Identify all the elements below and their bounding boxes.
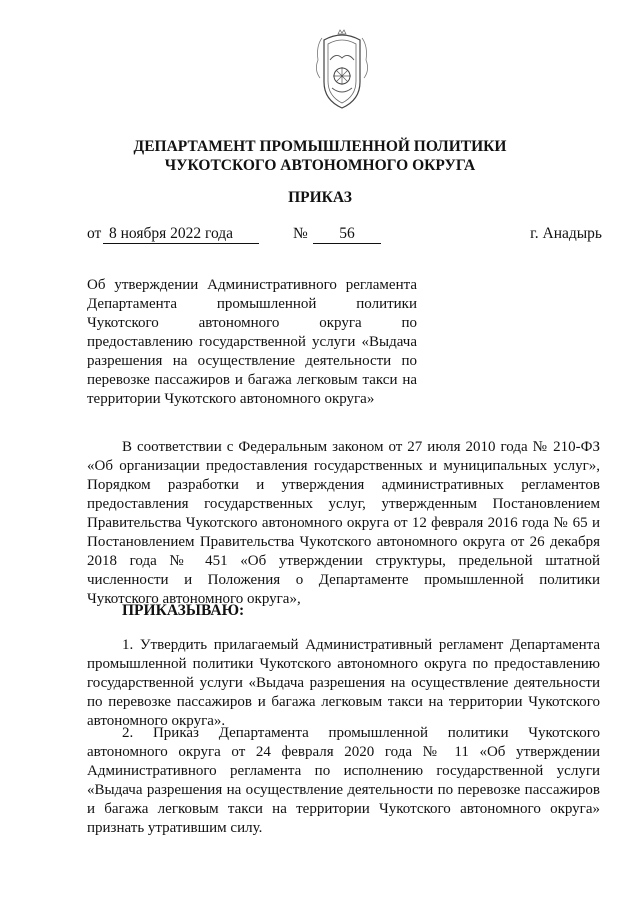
- coat-of-arms-icon: [302, 26, 382, 118]
- document-subject: Об утверждении Административного регламента Департамента промышленной политики Чукотского автономного округа по предоставлению государственной услуги «Выдача разрешения на осуществление деятельности по перевозке пассажиров и багажа легковым такси на территории Чукотского автономного округа»: [87, 277, 417, 407]
- coat-of-arms-emblem: [302, 26, 382, 118]
- order-item-1: 1. Утвердить прилагаемый Административный регламент Департамента промышленной политики Чукотского автономного округа по предоставлению государственной услуги «Выдача разрешения на осуществление деятельности по перевозке пассажиров и багажа легковым такси на территории Чукотского автономного округа».: [87, 637, 600, 729]
- date-prefix: от: [87, 225, 102, 242]
- document-meta: [87, 225, 602, 245]
- document-city: г. Анадырь: [530, 225, 602, 242]
- document-number: 56: [313, 225, 381, 244]
- order-item-2: 2. Приказ Департамента промышленной политики Чукотского автономного округа от 24 февраля 2020 года № 11 «Об утверждении Административного регламента по исполнению государственной услуги «Выдача разрешения на осуществление деятельности по перевозке пассажиров и багажа легковым такси на территории Чукотского автономного округа» признать утратившим силу.: [87, 725, 600, 836]
- preamble-paragraph: В соответствии с Федеральным законом от 27 июля 2010 года № 210-ФЗ «Об организации предоставления государственных и муниципальных услуг», Порядком разработки и утверждения административных регламентов предоставления государственных услуг, утвержденным Постановлением Правительства Чукотского автономного округа от 12 февраля 2016 года № 65 и Постановлением Правительства Чукотского автономного округа от 26 декабря 2018 года № 451 «Об утверждении структуры, предельной штатной численности и Положения о Департаменте промышленной политики Чукотского автономного округа»,: [87, 439, 600, 607]
- document-date: 8 ноября 2022 года: [103, 225, 259, 244]
- header-line-2: ЧУКОТСКОГО АВТОНОМНОГО ОКРУГА: [164, 157, 476, 174]
- document-title: ПРИКАЗ: [288, 189, 352, 206]
- decree-heading: ПРИКАЗЫВАЮ:: [122, 602, 245, 619]
- number-sign: №: [293, 225, 308, 242]
- department-header: [0, 137, 640, 175]
- header-line-1: ДЕПАРТАМЕНТ ПРОМЫШЛЕННОЙ ПОЛИТИКИ: [133, 138, 507, 155]
